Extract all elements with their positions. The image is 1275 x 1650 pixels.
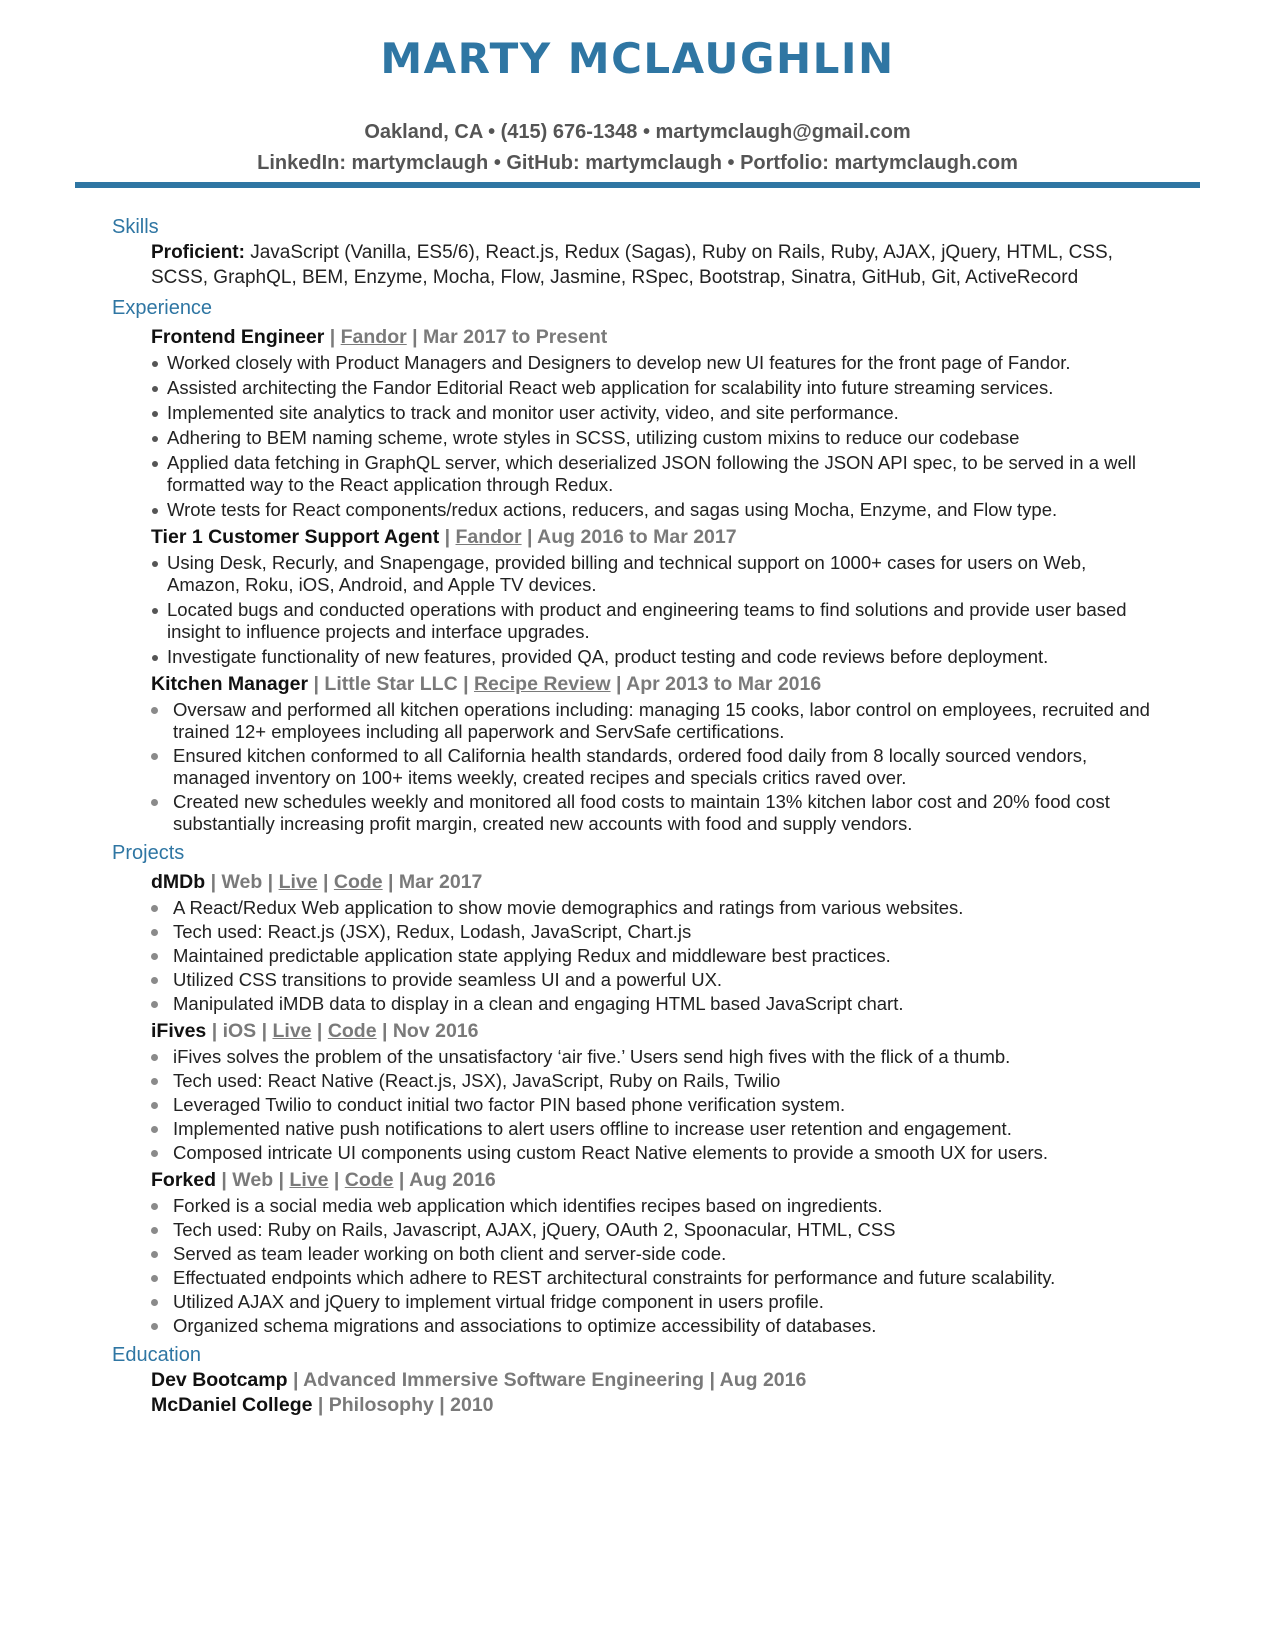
code-link[interactable]: Code bbox=[327, 1020, 377, 1042]
job-header bbox=[151, 525, 1162, 550]
education-heading: Education bbox=[112, 1344, 201, 1366]
project-date: | Mar 2017 bbox=[382, 871, 483, 893]
job-role: Kitchen Manager bbox=[151, 673, 309, 695]
list-item: Adhering to BEM naming scheme, wrote styles in SCSS, utilizing custom mixins to reduce our codebase bbox=[151, 427, 1162, 449]
resume-name: MARTY MCLAUGHLIN bbox=[380, 34, 895, 83]
job-role: Tier 1 Customer Support Agent bbox=[151, 526, 440, 548]
experience-section bbox=[112, 296, 1162, 835]
list-item: Tech used: Ruby on Rails, Javascript, AJAX, jQuery, OAuth 2, Spoonacular, HTML, CSS bbox=[151, 1219, 1162, 1241]
list-item: Organized schema migrations and associations to optimize accessibility of databases. bbox=[151, 1315, 1162, 1337]
code-link[interactable]: Code bbox=[333, 871, 383, 893]
list-item: Ensured kitchen conformed to all California health standards, ordered food daily from 8 locally sourced vendors, managed inventory on 100+ items weekly, created recipes and specials critics raved over. bbox=[151, 745, 1162, 789]
list-item: Maintained predictable application state applying Redux and middleware best practices. bbox=[151, 945, 1162, 967]
skills-section bbox=[112, 215, 1162, 290]
education-detail: | Advanced Immersive Software Engineering | Aug 2016 bbox=[287, 1369, 807, 1391]
list-item: Forked is a social media web application which identifies recipes based on ingredients. bbox=[151, 1195, 1162, 1217]
project-platform: | Web | bbox=[216, 1169, 290, 1191]
project-date: | Nov 2016 bbox=[376, 1020, 479, 1042]
list-item: Effectuated endpoints which adhere to REST architectural constraints for performance and future scalability. bbox=[151, 1267, 1162, 1289]
education-detail: | Philosophy | 2010 bbox=[312, 1394, 494, 1416]
education-section bbox=[112, 1343, 1162, 1418]
list-item: Served as team leader working on both client and server-side code. bbox=[151, 1243, 1162, 1265]
job-dates: | Mar 2017 to Present bbox=[406, 326, 608, 348]
list-item: Assisted architecting the Fandor Editorial React web application for scalability into future streaming services. bbox=[151, 377, 1162, 399]
list-item: Utilized AJAX and jQuery to implement virtual fridge component in users profile. bbox=[151, 1291, 1162, 1313]
project-entry bbox=[112, 1168, 1162, 1337]
link-separator: | bbox=[328, 1169, 345, 1191]
job-entry bbox=[112, 525, 1162, 668]
list-item: Implemented site analytics to track and monitor user activity, video, and site performance. bbox=[151, 402, 1162, 424]
list-item: Implemented native push notifications to alert users offline to increase user retention and engagement. bbox=[151, 1118, 1162, 1140]
list-item: Manipulated iMDB data to display in a clean and engaging HTML based JavaScript chart. bbox=[151, 993, 1162, 1015]
list-item: A React/Redux Web application to show movie demographics and ratings from various websites. bbox=[151, 897, 1162, 919]
job-header bbox=[151, 672, 1162, 697]
company-link[interactable]: Fandor bbox=[340, 326, 407, 348]
job-separator: | bbox=[324, 326, 341, 348]
list-item: iFives solves the problem of the unsatisfactory ‘air five.’ Users send high fives with the flick of a thumb. bbox=[151, 1046, 1162, 1068]
education-entry bbox=[151, 1368, 1162, 1393]
list-item: Tech used: React.js (JSX), Redux, Lodash, JavaScript, Chart.js bbox=[151, 921, 1162, 943]
school-name: Dev Bootcamp bbox=[151, 1369, 288, 1391]
project-header bbox=[151, 1168, 1162, 1193]
live-link[interactable]: Live bbox=[272, 1020, 312, 1042]
list-item: Composed intricate UI components using custom React Native elements to provide a smooth UX for users. bbox=[151, 1142, 1162, 1164]
project-name: Forked bbox=[151, 1169, 217, 1191]
project-name: iFives bbox=[151, 1020, 207, 1042]
company-link[interactable]: Recipe Review bbox=[473, 673, 611, 695]
job-dates: | Aug 2016 to Mar 2017 bbox=[521, 526, 737, 548]
job-dates: | Apr 2013 to Mar 2016 bbox=[610, 673, 822, 695]
job-entry bbox=[112, 325, 1162, 521]
job-separator: | Little Star LLC | bbox=[308, 673, 474, 695]
list-item: Oversaw and performed all kitchen operations including: managing 15 cooks, labor control on employees, recruited and trained 12+ employees including all paperwork and ServSafe certifications. bbox=[151, 699, 1162, 743]
skills-label: Proficient: bbox=[151, 242, 245, 263]
projects-section bbox=[112, 841, 1162, 1337]
job-header bbox=[151, 325, 1162, 350]
experience-heading: Experience bbox=[112, 297, 213, 319]
skills-text bbox=[112, 240, 1162, 290]
project-header bbox=[151, 870, 1162, 895]
project-platform: | iOS | bbox=[206, 1020, 273, 1042]
project-date: | Aug 2016 bbox=[393, 1169, 496, 1191]
job-entry bbox=[112, 672, 1162, 835]
list-item: Created new schedules weekly and monitored all food costs to maintain 13% kitchen labor cost and 20% food cost substantially increasing profit margin, created new accounts with food and supply vendors. bbox=[151, 791, 1162, 835]
list-item: Using Desk, Recurly, and Snapengage, provided billing and technical support on 1000+ cases for users on Web, Amazon, Roku, iOS, Android, and Apple TV devices. bbox=[151, 552, 1162, 596]
project-platform: | Web | bbox=[205, 871, 279, 893]
live-link[interactable]: Live bbox=[289, 1169, 329, 1191]
job-separator: | bbox=[439, 526, 456, 548]
list-item: Investigate functionality of new features, provided QA, product testing and code reviews before deployment. bbox=[151, 646, 1162, 668]
skills-list: JavaScript (Vanilla, ES5/6), React.js, Redux (Sagas), Ruby on Rails, Ruby, AJAX, jQuery, HTML, CSS, SCSS, GraphQL, BEM, Enzyme, Mocha, Flow, Jasmine, RSpec, Bootstrap, Sinatra, GitHub, Git, ActiveRecord bbox=[151, 242, 1113, 288]
link-separator: | bbox=[317, 871, 334, 893]
contact-line-1: Oakland, CA • (415) 676-1348 • martymclaugh@gmail.com bbox=[364, 121, 911, 143]
list-item: Leveraged Twilio to conduct initial two factor PIN based phone verification system. bbox=[151, 1094, 1162, 1116]
list-item: Worked closely with Product Managers and Designers to develop new UI features for the front page of Fandor. bbox=[151, 352, 1162, 374]
list-item: Wrote tests for React components/redux actions, reducers, and sagas using Mocha, Enzyme, and Flow type. bbox=[151, 499, 1162, 521]
list-item: Applied data fetching in GraphQL server, which deserialized JSON following the JSON API spec, to be served in a well formatted way to the React application through Redux. bbox=[151, 452, 1162, 496]
project-header bbox=[151, 1019, 1162, 1044]
job-role: Frontend Engineer bbox=[151, 326, 325, 348]
header-divider bbox=[75, 182, 1200, 188]
resume-body bbox=[112, 215, 1162, 1418]
education-entry bbox=[151, 1393, 1162, 1418]
project-name: dMDb bbox=[151, 871, 206, 893]
skills-heading: Skills bbox=[112, 216, 159, 238]
list-item: Utilized CSS transitions to provide seamless UI and a powerful UX. bbox=[151, 969, 1162, 991]
contact-line-2: LinkedIn: martymclaugh • GitHub: martymclaugh • Portfolio: martymclaugh.com bbox=[257, 152, 1018, 174]
project-entry bbox=[112, 870, 1162, 1015]
link-separator: | bbox=[311, 1020, 328, 1042]
company-link[interactable]: Fandor bbox=[455, 526, 522, 548]
list-item: Located bugs and conducted operations with product and engineering teams to find solutions and provide user based insight to influence projects and interface upgrades. bbox=[151, 599, 1162, 643]
code-link[interactable]: Code bbox=[344, 1169, 394, 1191]
projects-heading: Projects bbox=[112, 842, 185, 864]
school-name: McDaniel College bbox=[151, 1394, 313, 1416]
list-item: Tech used: React Native (React.js, JSX), JavaScript, Ruby on Rails, Twilio bbox=[151, 1070, 1162, 1092]
project-entry bbox=[112, 1019, 1162, 1164]
live-link[interactable]: Live bbox=[278, 871, 318, 893]
